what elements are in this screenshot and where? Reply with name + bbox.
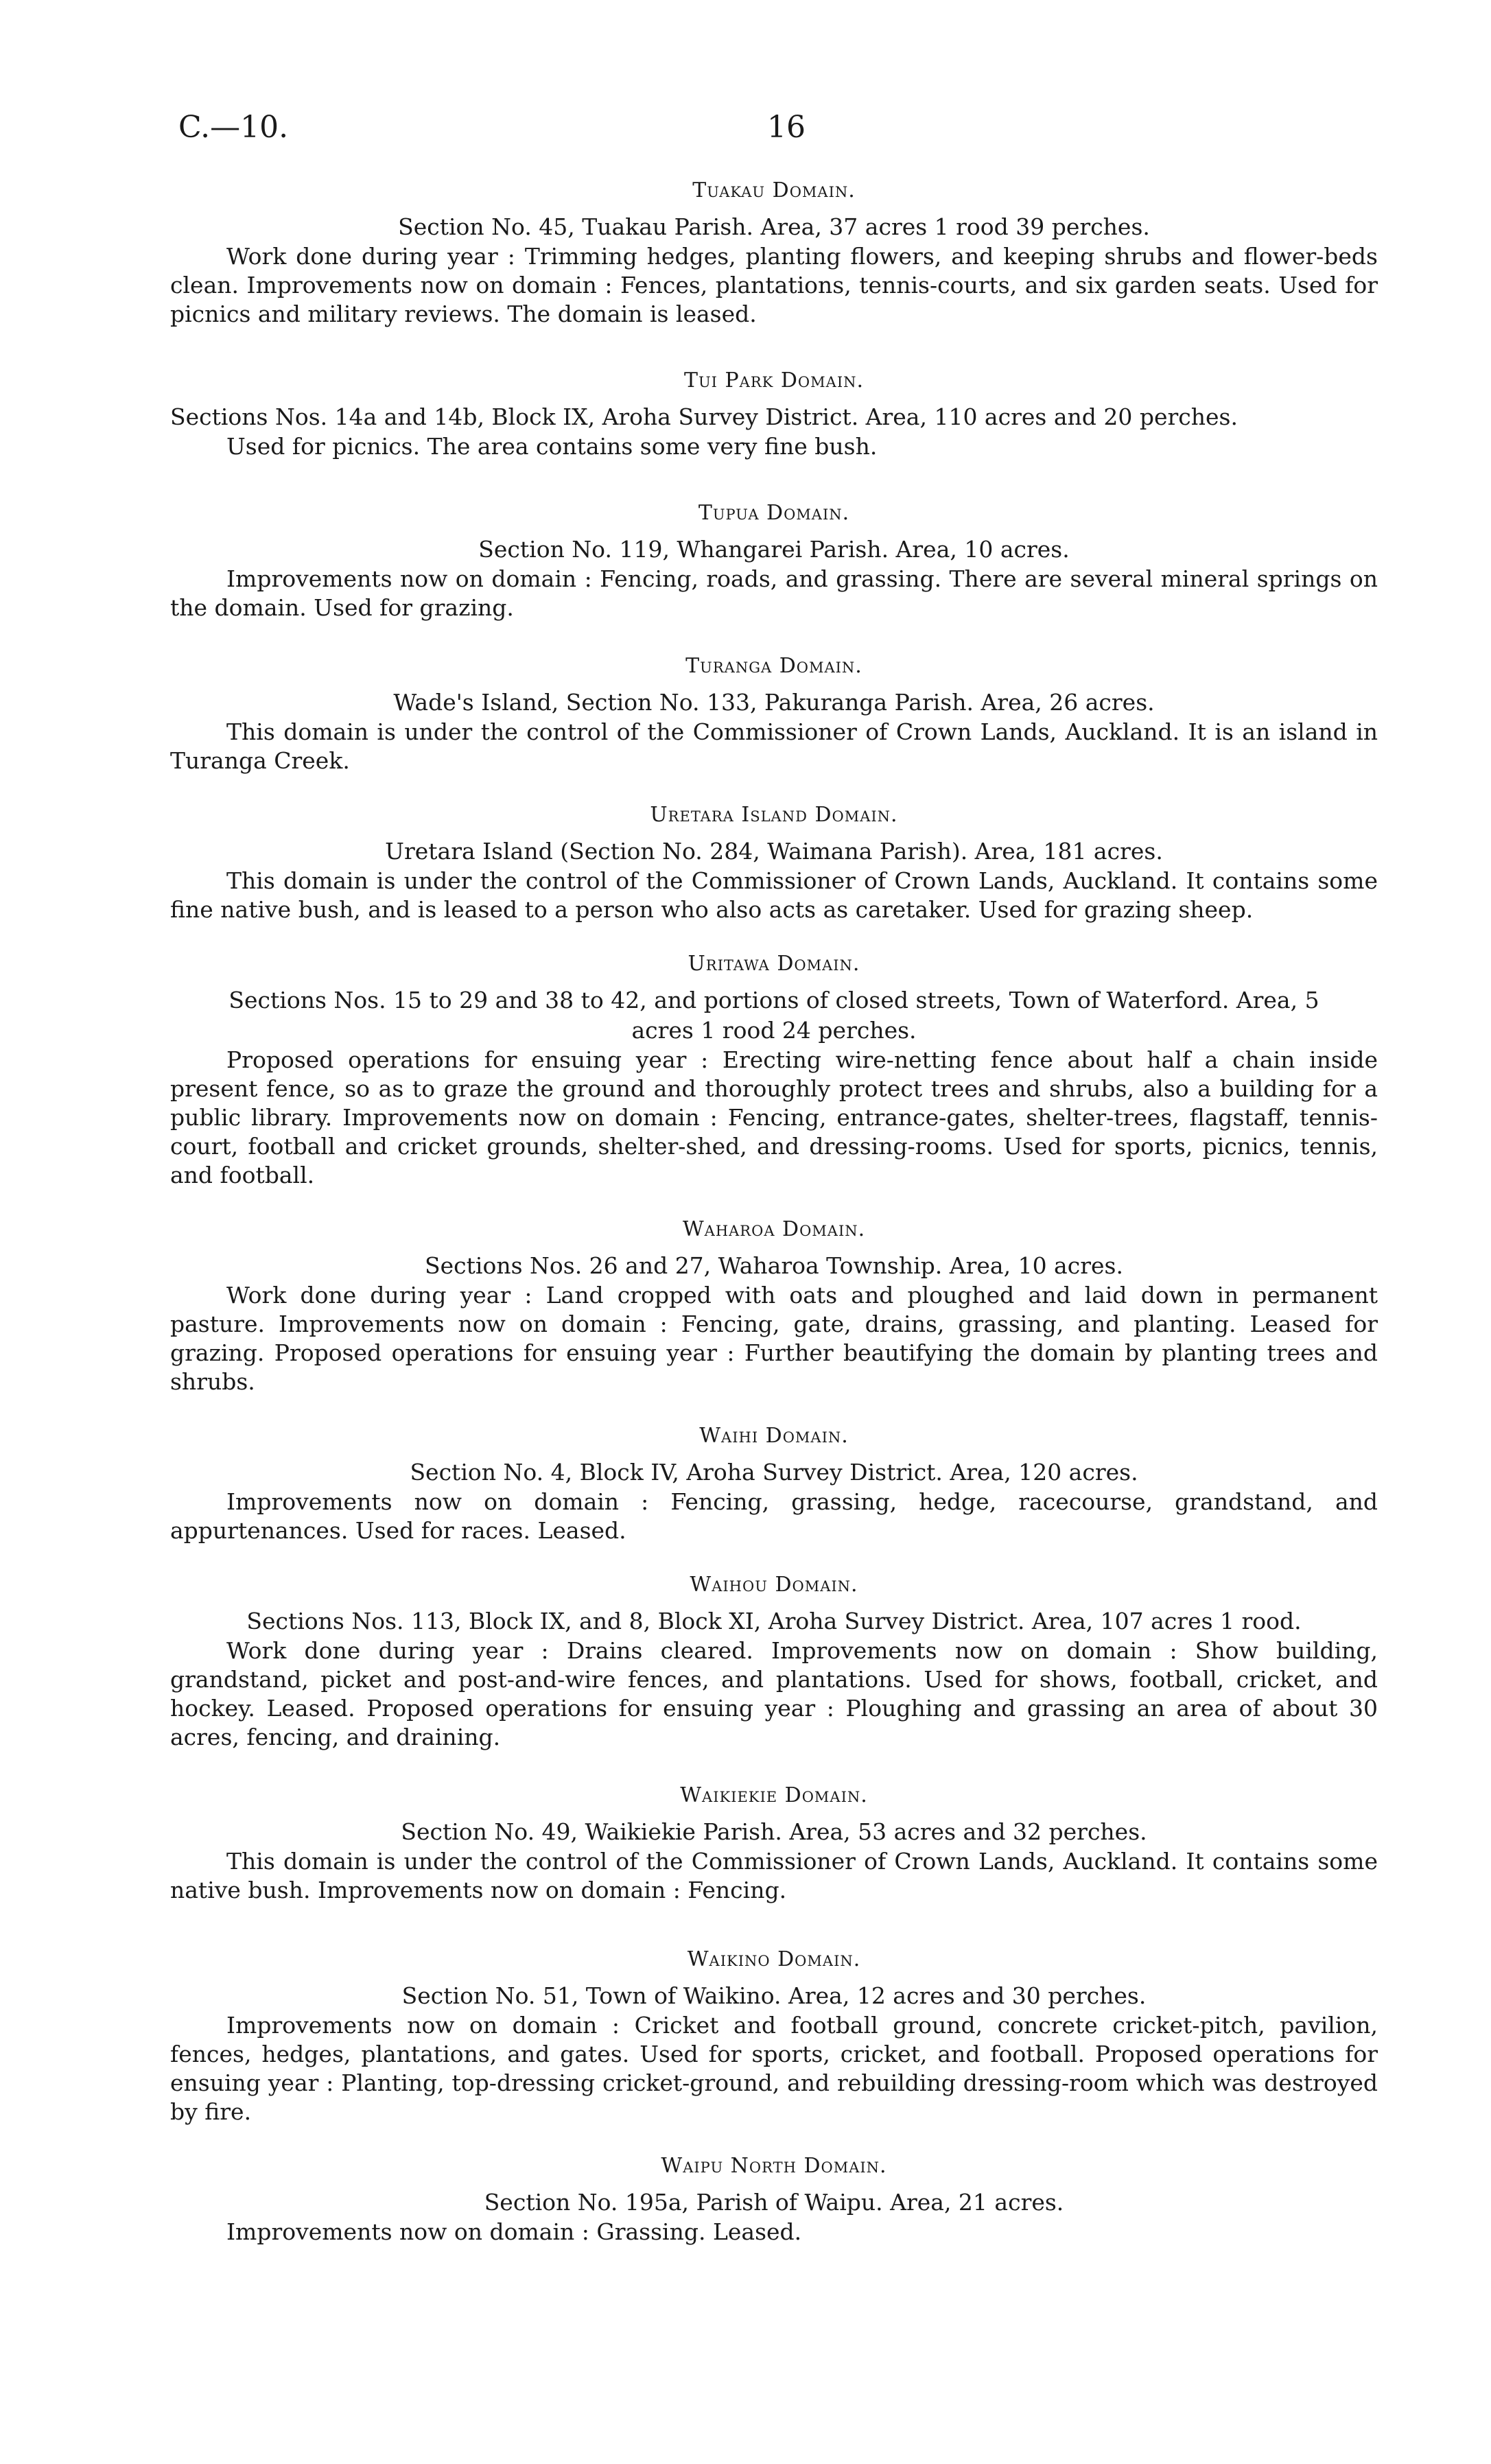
- domain-section: Section No. 4, Block IV, Aroha Survey District. Area, 120 acres.: [410, 1459, 1138, 1486]
- page-number: 16: [767, 110, 806, 145]
- domain-entry: [170, 501, 1378, 622]
- domain-entry: [170, 654, 1378, 775]
- domain-title: Waharoa Domain.: [682, 1217, 866, 1241]
- domain-description: Improvements now on domain : Fencing, grassing, hedge, racecourse, grandstand, and appurtenances. Used for races. Leased.: [170, 1488, 1378, 1544]
- domain-description: Work done during year : Drains cleared. Improvements now on domain : Show building, grandstand, picket and post-and-wire fences, and plantations. Used for shows, football, cricket, and hockey. Leased. Proposed operations for ensuing year : Ploughing and grassing an area of about 30 acres, fencing, and draining.: [170, 1637, 1378, 1750]
- domain-section: Section No. 45, Tuakau Parish. Area, 37 acres 1 rood 39 perches.: [398, 213, 1150, 240]
- domain-entry: [170, 368, 1378, 461]
- domain-description: Work done during year : Trimming hedges, planting flowers, and keeping shrubs and flower-beds clean. Improvements now on domain : Fences, plantations, tennis-courts, and six garden seats. Used for picnics and military reviews. The domain is leased.: [170, 243, 1378, 327]
- domain-description: Improvements now on domain : Fencing, roads, and grassing. There are several mineral springs on the domain. Used for grazing.: [170, 565, 1378, 621]
- domain-title: Tuakau Domain.: [692, 178, 856, 202]
- domain-title: Waikino Domain.: [687, 1947, 861, 1971]
- domain-section: Section No. 51, Town of Waikino. Area, 12 acres and 30 perches.: [401, 1982, 1147, 2009]
- domain-description: This domain is under the control of the Commissioner of Crown Lands, Auckland. It contains some native bush. Improvements now on domain : Fencing.: [170, 1848, 1378, 1903]
- domain-description: This domain is under the control of the Commissioner of Crown Lands, Auckland. It contains some fine native bush, and is leased to a person who also acts as caretaker. Used for grazing sheep.: [170, 867, 1378, 923]
- domain-title: Uretara Island Domain.: [650, 803, 898, 827]
- domain-title: Tupua Domain.: [698, 501, 850, 525]
- domain-entry: [170, 952, 1378, 1190]
- domain-list: [170, 178, 1378, 2246]
- domain-title: Tui Park Domain.: [683, 368, 865, 392]
- domain-section: Sections Nos. 14a and 14b, Block IX, Aroha Survey District. Area, 110 acres and 20 perches.: [170, 403, 1238, 430]
- document-reference: C.—10.: [178, 110, 289, 145]
- domain-title: Waikiekie Domain.: [680, 1783, 868, 1807]
- domain-entry: [170, 1217, 1378, 1396]
- domain-section: Section No. 49, Waikiekie Parish. Area, 53 acres and 32 perches.: [401, 1818, 1147, 1845]
- domain-entry: [170, 803, 1378, 924]
- domain-entry: [170, 2154, 1378, 2246]
- domain-title: Uritawa Domain.: [688, 952, 860, 976]
- domain-description: This domain is under the control of the Commissioner of Crown Lands, Auckland. It is an island in Turanga Creek.: [170, 718, 1378, 774]
- domain-entry: [170, 1947, 1378, 2126]
- domain-description: Improvements now on domain : Grassing. Leased.: [226, 2218, 802, 2245]
- domain-section: Sections Nos. 26 and 27, Waharoa Township. Area, 10 acres.: [425, 1252, 1123, 1279]
- domain-description: Proposed operations for ensuing year : Erecting wire-netting fence about half a chain inside present fence, so as to graze the ground and thoroughly protect trees and shrubs, also a building for a public library. Improvements now on domain : Fencing, entrance-gates, shelter-trees, flagstaff, tennis-court, football and cricket grounds, shelter-shed, and dressing-rooms. Used for sports, picnics, tennis, and football.: [170, 1046, 1378, 1188]
- domain-entry: [170, 1783, 1378, 1905]
- domain-description: Work done during year : Land cropped with oats and ploughed and laid down in permanent pasture. Improvements now on domain : Fencing, gate, drains, grassing, and planting. Leased for grazing. Proposed operations for ensuing year : Further beautifying the domain by planting trees and shrubs.: [170, 1282, 1378, 1395]
- domain-section: Uretara Island (Section No. 284, Waimana Parish). Area, 181 acres.: [385, 838, 1163, 865]
- domain-entry: [170, 178, 1378, 329]
- domain-title: Waihi Domain.: [699, 1424, 849, 1448]
- domain-description: Improvements now on domain : Cricket and football ground, concrete cricket-pitch, pavilion, fences, hedges, plantations, and gates. Used for sports, cricket, and football. Proposed operations for ensuing year : Planting, top-dressing cricket-ground, and rebuilding dressing-room which was destroyed by fire.: [170, 2012, 1378, 2125]
- domain-description: Used for picnics. The area contains some very fine bush.: [226, 433, 878, 460]
- domain-section: Sections Nos. 15 to 29 and 38 to 42, and portions of closed streets, Town of Waterford. Area, 5 acres 1 rood 24 perches.: [228, 987, 1319, 1044]
- domain-entry: [170, 1573, 1378, 1752]
- domain-section: Section No. 195a, Parish of Waipu. Area, 21 acres.: [484, 2189, 1064, 2216]
- domain-title: Waihou Domain.: [690, 1573, 858, 1597]
- domain-section: Sections Nos. 113, Block IX, and 8, Block XI, Aroha Survey District. Area, 107 acres 1 rood.: [246, 1608, 1302, 1634]
- domain-section: Section No. 119, Whangarei Parish. Area, 10 acres.: [478, 536, 1070, 563]
- domain-title: Turanga Domain.: [685, 654, 862, 678]
- domain-entry: [170, 1424, 1378, 1545]
- domain-title: Waipu North Domain.: [661, 2154, 887, 2178]
- domain-section: Wade's Island, Section No. 133, Pakuranga Parish. Area, 26 acres.: [393, 689, 1155, 716]
